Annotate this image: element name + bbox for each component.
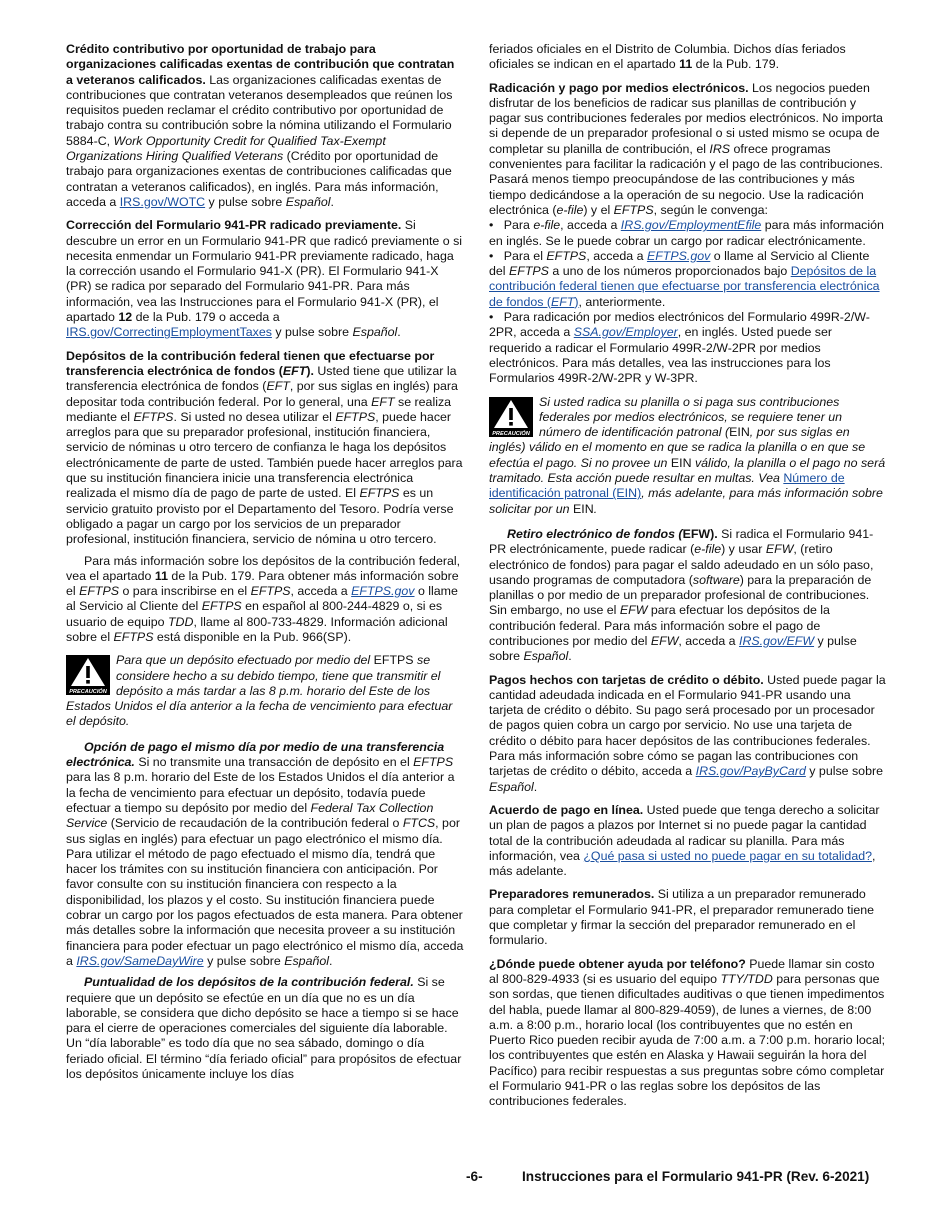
link-xref-ein[interactable]: Número de identificación patronal (EIN) — [489, 471, 845, 501]
bullet-499r: • Para radicación por medios electrónicos del Formulario 499R-2/W-2PR, acceda a SSA.gov/Employer, en inglés. Usted puede ser requerido a radicar el Formulario 499R-2/W-2PR por medios electrónicos. Para más detalles, vea las instrucciones para los Formularios 499R-2/W-2PR y W-3PR. — [489, 310, 887, 386]
heading-correccion: Corrección del Formulario 941-PR radicado previamente. — [66, 218, 402, 233]
page-number: -6- — [466, 1169, 483, 1184]
caution-warning-icon — [66, 655, 110, 695]
heading-puntualidad: Puntualidad de los depósitos de la contribución federal. — [84, 975, 414, 990]
heading-tarjetas: Pagos hechos con tarjetas de crédito o débito. — [489, 672, 764, 687]
link-employment-efile[interactable]: IRS.gov/EmploymentEfile — [620, 218, 762, 233]
paragraph-puntualidad: Puntualidad de los depósitos de la contribución federal. Si se requiere que un depósito se efectúe en un día que no es un día laborable, se considera que dicho depósito se hace a tiempo si se hace para el cierre de operaciones comerciales del siguiente día laborable. Un “día laborable” es todo día que no sea sábado, domingo o día feriado oficial. El término “día feriado oficial” para propósitos de efectuar los depósitos únicamente incluye los días — [66, 975, 462, 1081]
paragraph-tarjetas: Pagos hechos con tarjetas de crédito o débito. Usted puede pagar la cantidad adeudada indicada en el Formulario 941-PR usando una tarjeta de crédito o débito. Su pago será procesado por un procesador de pagos quien cobra un cargo por servicio. No use una tarjeta de crédito o débito para hacer depósitos de las contribuciones federales. Para más información sobre cómo se pagan las contribuciones con tarjetas de crédito o débito, acceda a IRS.gov/PayByCard y pulse sobre Español. — [489, 672, 886, 794]
paragraph-depositos-eft: Depósitos de la contribución federal tienen que efectuarse por transferencia electrónica de fondos (EFT). Usted tiene que utilizar la transferencia electrónica de fondos (EFT, por sus siglas en inglés) para depositar toda contribución federal. Por lo general, una EFT se realiza mediante el EFTPS. Si usted no desea utilizar el EFTPS, puede hacer arreglos para que su preparador profesional, institución financiera, servicio de nóminas u otro tercero de confianza le haga los depósitos electrónicamente de parte de usted. También puede hacer arreglos para que su institución financiera inicie una transferencia electrónica realizada el mismo día de pago de parte de usted. El EFTPS es un servicio gratuito provisto por el Departamento del Tesoro. Podría verse obligado a pagar un cargo por los servicios de un preparador profesional, institución financiera, servicio de nómina u otro tercero. — [66, 348, 463, 547]
link-irs-efw[interactable]: IRS.gov/EFW — [739, 633, 815, 648]
bullet-eftps: • Para el EFTPS, acceda a EFTPS.gov o llame al Servicio al Cliente del EFTPS a uno de los números proporcionados bajo Depósitos de la contribución federal tienen que efectuarse por transferencia electrónica de fondos (EFT), anteriormente. — [489, 249, 887, 310]
caution-label: PRECAUCIÓN — [69, 689, 107, 696]
bullet-efile: • Para e-file, acceda a IRS.gov/EmploymentEfile para más información en inglés. Se le puede cobrar un cargo por radicar electrónicamente. — [489, 218, 887, 249]
caution-note-eftps: PRECAUCIÓN Para que un depósito efectuado por medio del EFTPS se considere hecho a su debido tiempo, tiene que transmitir el depósito a más tardar a las 8 p.m. horario del Este de los Estados Unidos el día anterior a la fecha de vencimiento para efectuar el depósito. — [66, 653, 453, 729]
paragraph-preparadores: Preparadores remunerados. Si utiliza a un preparador remunerado para completar el Formulario 941-PR, el preparador remunerado tiene que completar y firmar la sección del preparador remunerado en el formulario. — [489, 887, 874, 948]
heading-depositos-eft: Depósitos de la contribución federal tienen que efectuarse por transferencia electrónica de fondos (EFT). — [66, 348, 435, 378]
heading-ayuda-telefono: ¿Dónde puede obtener ayuda por teléfono? — [489, 956, 746, 971]
paragraph-ayuda-telefono: ¿Dónde puede obtener ayuda por teléfono? Puede llamar sin costo al 800-829-4933 (si es usuario del equipo TTY/TDD para personas que son sordas, que tienen dificultades auditivas o que tienen impedimentos del habla, puede llamar al 800-829-4059), de lunes a viernes, de 8:00 a.m. a 8:00 p.m., horario local (los contribuyentes que no estén en Puerto Rico pueden recibir ayuda de 7:00 a.m. a 7:00 p.m. horario local; los contribuyentes que estén en Alaska y Hawaii seguirán la hora del Pacífico) para recibir respuestas a sus preguntas sobre cómo completar el Formulario 941-PR o las reglas sobre los depósitos de las contribuciones federales. — [489, 956, 886, 1109]
paragraph-acuerdo-pago: Acuerdo de pago en línea. Usted puede que tenga derecho a solicitar un plan de pagos a plazos por Internet si no puede pagar la cantidad total de la contribución adeudada al radicar su planilla. Para más información, vea ¿Qué pasa si usted no puede pagar en su totalidad?, más adelante. — [489, 802, 880, 879]
link-eftps-gov-2[interactable]: EFTPS.gov — [646, 248, 711, 263]
right-column — [489, 42, 887, 1118]
left-column — [66, 42, 464, 1090]
heading-preparadores: Preparadores remunerados. — [489, 887, 655, 902]
link-pay-by-card[interactable]: IRS.gov/PayByCard — [695, 764, 806, 779]
paragraph-radicacion-electronica: Radicación y pago por medios electrónicos. Los negocios pueden disfrutar de los beneficios de radicar sus planillas de contribución y pagar sus contribuciones federales por medios electrónicos. No importa si depende de un preparador profesional o si usted mismo se ocupa de completar su planilla de contribución, el IRS ofrece programas convenientes para facilitar la radicación y el pago de las contribuciones. Pasará menos tiempo preocupándose de las contribuciones y más tiempo dedicándose a la operación de su negocio. Use la radicación electrónica (e-file) y el EFTPS, según le convenga: — [489, 80, 883, 217]
footer-title: Instrucciones para el Formulario 941-PR (Rev. 6-2021) — [522, 1169, 870, 1184]
paragraph-correccion: Corrección del Formulario 941-PR radicado previamente. Si descubre un error en un Formulario 941-PR que radicó previamente o si necesita enmendar un Formulario 941-PR previamente radicado, haga la corrección usando el Formulario 941-X (PR). El Formulario 941-X (PR) se radica por separado del Formulario 941-PR. Para más información, vea las Instrucciones para el Formulario 941-X (PR), el apartado 12 de la Pub. 179 o acceda a IRS.gov/CorrectingEmploymentTaxes y pulse sobre Español. — [66, 218, 463, 340]
link-xref-depositos-eft[interactable]: Depósitos de la contribución federal tienen que efectuarse por transferencia electrónica de fondos (EFT) — [489, 264, 880, 309]
link-same-day-wire[interactable]: IRS.gov/SameDayWire — [76, 953, 204, 968]
paragraph-wotc: Crédito contributivo por oportunidad de trabajo para organizaciones calificadas exentas de contribución que contratan a veteranos calificados. Las organizaciones calificadas exentas de contribuciones que contratan veteranos desempleados que reúnen los requisitos pueden reclamar el crédito contributivo por oportunidad de trabajo contra su contribución sobre la nómina utilizando el Formulario 5884-C, Work Opportunity Credit for Qualified Tax-Exempt Organizations Hiring Qualified Veterans (Crédito por oportunidad de trabajo para organizaciones exentas de contribuciones calificadas que contratan a veteranos calificados), en inglés. Para más información, acceda a IRS.gov/WOTC y pulse sobre Español. — [66, 42, 455, 209]
link-correcting-employment-taxes[interactable]: IRS.gov/CorrectingEmploymentTaxes — [66, 325, 272, 340]
link-xref-no-puede-pagar[interactable]: ¿Qué pasa si usted no puede pagar en su totalidad? — [583, 848, 872, 863]
heading-efw: Retiro electrónico de fondos (EFW). — [507, 526, 718, 541]
heading-mismo-dia: Opción de pago el mismo día por medio de una transferencia electrónica. — [66, 739, 445, 770]
caution-label: PRECAUCIÓN — [492, 430, 530, 437]
paragraph-mismo-dia: Opción de pago el mismo día por medio de una transferencia electrónica. Si no transmite una transacción de depósito en el EFTPS para las 8 p.m. horario del Este de los Estados Unidos el día anterior a la fecha de vencimiento para efectuar un depósito, todavía puede efectuar a tiempo su depósito por medio del Federal Tax Collection Service (Servicio de recaudación de la contribución federal o FTCS, por sus siglas en inglés) para efectuar un pago electrónico el mismo día. Para utilizar el método de pago efectuado el mismo día, tendrá que hacer los trámites con su institución financiera con anticipación. Por favor consulte con su institución financiera con respecto a la disponibilidad, los plazos y el costo. Su institución financiera puede cobrar un cargo por los pagos efectuados de esta manera. Para obtener más detalles sobre la información que necesita proveer a su institución financiera para poder efectuar un pago electrónico el mismo día, acceda a IRS.gov/SameDayWire y pulse sobre Español. — [66, 739, 464, 968]
heading-wotc: Crédito contributivo por oportunidad de trabajo para organizaciones calificadas exentas de contribución que contratan a veteranos calificados. — [66, 42, 455, 87]
caution-note-ein: PRECAUCIÓN Si usted radica su planilla o si paga sus contribuciones federales por medios electrónicos, se requiere tener un número de identificación patronal (EIN, por sus siglas en inglés) válido en el momento en que se radica la planilla o en que se efectúa el pago. Si no provee un EIN válido, la planilla o el pago no será tramitado. Esta acción puede resultar en multas. Vea Número de identificación patronal (EIN), más adelante, para más información sobre solicitar por un EIN. — [489, 394, 886, 516]
heading-acuerdo-pago: Acuerdo de pago en línea. — [489, 802, 644, 817]
paragraph-mas-informacion-eftps: Para más información sobre los depósitos de la contribución federal, vea el apartado 11 de la Pub. 179. Para obtener más información sobre el EFTPS o para inscribirse en el EFTPS, acceda a EFTPS.gov o llame al Servicio al Cliente del EFTPS en español al 800-244-4829 o, si es usuario de equipo TDD, llame al 800-733-4829. Información adicional sobre el EFTPS está disponible en la Pub. 966(SP). — [66, 553, 461, 644]
link-irs-wotc[interactable]: IRS.gov/WOTC — [119, 194, 206, 209]
caution-warning-icon — [489, 397, 533, 437]
paragraph-efw: Retiro electrónico de fondos (EFW). Si radica el Formulario 941-PR electrónicamente, puede radicar (e-file) y usar EFW, (retiro electrónico de fondos) para pagar el saldo adeudado en un sólo paso, usando programas de computadora (software) para la preparación de planillas o por medio de un preparador profesional de contribuciones. Sin embargo, no use el EFW para efectuar los depósitos de la contribución federal. Para más información sobre el pago de contribuciones por medio del EFW, acceda a IRS.gov/EFW y pulse sobre Español. — [489, 526, 874, 664]
link-eftps-gov[interactable]: EFTPS.gov — [351, 584, 415, 599]
paragraph-feriados: feriados oficiales en el Distrito de Columbia. Dichos días feriados oficiales se indican en el apartado 11 de la Pub. 179. — [489, 42, 846, 72]
link-ssa-employer[interactable]: SSA.gov/Employer — [573, 325, 678, 340]
heading-radicacion-electronica: Radicación y pago por medios electrónicos. — [489, 80, 749, 95]
